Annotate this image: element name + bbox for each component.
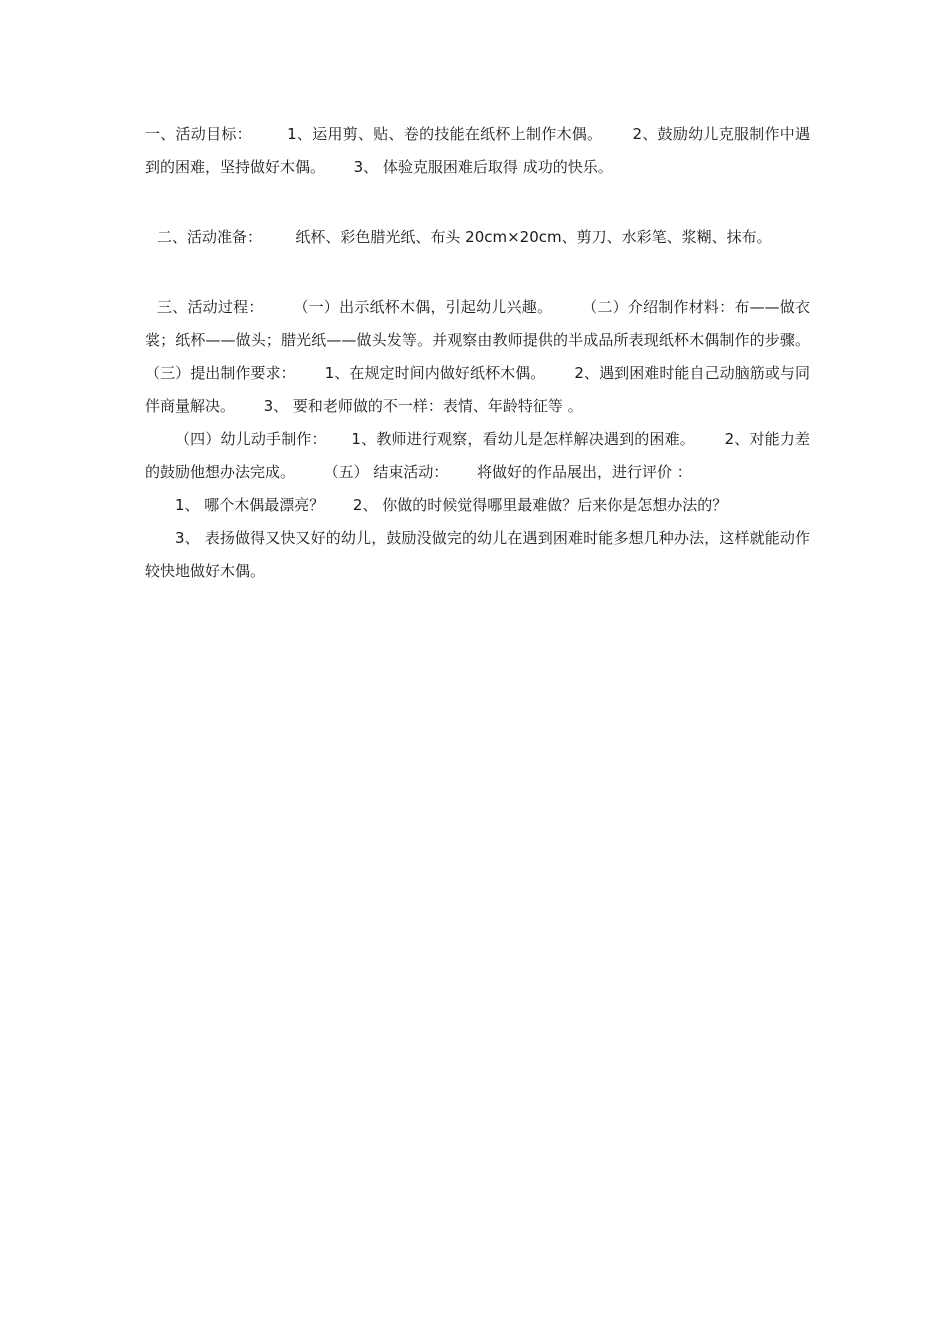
paragraph-objectives: 一、活动目标： 1、运用剪、贴、卷的技能在纸杯上制作木偶。 2、鼓励幼儿克服制作中遇到的困难，坚持做好木偶。 3、 体验克服困难后取得 成功的快乐。 [145, 125, 810, 176]
paragraph-evaluation-praise: 3、 表扬做得又快又好的幼儿，鼓励没做完的幼儿在遇到困难时能多想几种办法，这样就能动作较快地做好木偶。 [145, 529, 810, 580]
paragraph-process: 三、活动过程： （一）出示纸杯木偶，引起幼儿兴趣。 （二）介绍制作材料：布——做衣裳；纸杯——做头；腊光纸——做头发等。并观察由教师提供的半成品所表现纸杯木偶制作的步骤。 （三）提出制作要求： 1、在规定时间内做好纸杯木偶。 2、遇到困难时能自己动脑筋或与同伴商量解决。 3、 要和老师做的不一样：表情、年龄特征等 。 [145, 298, 830, 415]
paragraph-evaluation-questions: 1、 哪个木偶最漂亮？ 2、 你做的时候觉得哪里最难做？后来你是怎想办法的？ [175, 496, 728, 514]
document-body [145, 118, 830, 588]
paragraph-step-four: （四）幼儿动手制作： 1、教师进行观察，看幼儿是怎样解决遇到的困难。 2、对能力差的鼓励他想办法完成。 （五） 结束活动： 将做好的作品展出，进行评价 ： [145, 430, 810, 481]
paragraph-preparation: 二、活动准备： 纸杯、彩色腊光纸、布头 20cm×20cm、剪刀、水彩笔、浆糊、抹布。 [157, 228, 772, 246]
